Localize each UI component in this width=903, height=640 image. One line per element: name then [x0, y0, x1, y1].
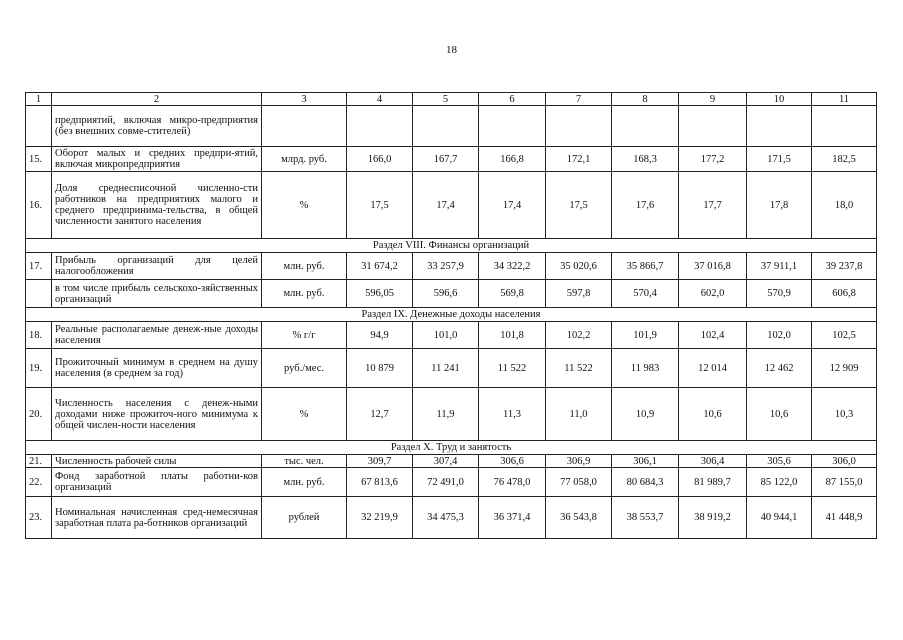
value-cell: 36 371,4: [479, 497, 546, 539]
value-cell: 35 020,6: [546, 253, 612, 280]
value-cell: 102,4: [679, 322, 747, 349]
unit-cell: млн. руб.: [262, 280, 347, 308]
value-cell: 168,3: [612, 147, 679, 172]
value-cell: 167,7: [413, 147, 479, 172]
value-cell: 38 553,7: [612, 497, 679, 539]
unit-cell: %: [262, 388, 347, 441]
value-cell: 102,5: [812, 322, 877, 349]
row-number: 17.: [26, 253, 52, 280]
row-number: 21.: [26, 455, 52, 468]
value-cell: 10,9: [612, 388, 679, 441]
row-number: [26, 280, 52, 308]
value-cell: 305,6: [747, 455, 812, 468]
value-cell: 18,0: [812, 172, 877, 239]
table-row: [26, 147, 877, 172]
value-cell: 306,6: [479, 455, 546, 468]
value-cell: 10 879: [347, 349, 413, 388]
indicator-label: Численность населения с денеж-ными доходами ниже прожиточ-ного минимума к общей числен-ности населения: [52, 388, 262, 441]
value-cell: 10,6: [679, 388, 747, 441]
value-cell: [612, 106, 679, 147]
unit-cell: руб./мес.: [262, 349, 347, 388]
value-cell: 31 674,2: [347, 253, 413, 280]
value-cell: 77 058,0: [546, 468, 612, 497]
row-number: 15.: [26, 147, 52, 172]
value-cell: 17,4: [479, 172, 546, 239]
value-cell: 39 237,8: [812, 253, 877, 280]
value-cell: 81 989,7: [679, 468, 747, 497]
value-cell: 306,0: [812, 455, 877, 468]
value-cell: 35 866,7: [612, 253, 679, 280]
row-number: [26, 106, 52, 147]
row-number: 16.: [26, 172, 52, 239]
value-cell: [679, 106, 747, 147]
value-cell: 102,2: [546, 322, 612, 349]
unit-cell: тыс. чел.: [262, 455, 347, 468]
value-cell: 17,6: [612, 172, 679, 239]
section-row: [26, 441, 877, 455]
indicator-label: в том числе прибыль сельскохо-зяйственных организаций: [52, 280, 262, 308]
table-row: [26, 253, 877, 280]
value-cell: 606,8: [812, 280, 877, 308]
row-number: 23.: [26, 497, 52, 539]
value-cell: 309,7: [347, 455, 413, 468]
table-row: [26, 497, 877, 539]
row-number: 18.: [26, 322, 52, 349]
indicator-table: [25, 92, 877, 539]
value-cell: 172,1: [546, 147, 612, 172]
table-row: [26, 322, 877, 349]
value-cell: [347, 106, 413, 147]
unit-cell: [262, 106, 347, 147]
table-row: [26, 468, 877, 497]
value-cell: 12 909: [812, 349, 877, 388]
value-cell: 602,0: [679, 280, 747, 308]
value-cell: 182,5: [812, 147, 877, 172]
value-cell: 102,0: [747, 322, 812, 349]
section-title: Раздел VIII. Финансы организаций: [26, 239, 877, 253]
value-cell: 80 684,3: [612, 468, 679, 497]
value-cell: [413, 106, 479, 147]
value-cell: 33 257,9: [413, 253, 479, 280]
value-cell: 41 448,9: [812, 497, 877, 539]
value-cell: 17,7: [679, 172, 747, 239]
value-cell: 40 944,1: [747, 497, 812, 539]
indicator-label: Оборот малых и средних предпри-ятий, включая микропредприятия: [52, 147, 262, 172]
column-header: 2: [52, 93, 262, 106]
value-cell: 11 983: [612, 349, 679, 388]
value-cell: 17,4: [413, 172, 479, 239]
value-cell: [546, 106, 612, 147]
value-cell: 306,1: [612, 455, 679, 468]
unit-cell: млн. руб.: [262, 468, 347, 497]
column-header: 1: [26, 93, 52, 106]
value-cell: 76 478,0: [479, 468, 546, 497]
section-row: [26, 308, 877, 322]
indicator-label: Фонд заработной платы работни-ков организаций: [52, 468, 262, 497]
column-header: 10: [747, 93, 812, 106]
value-cell: 37 016,8: [679, 253, 747, 280]
unit-cell: % г/г: [262, 322, 347, 349]
value-cell: 166,8: [479, 147, 546, 172]
value-cell: 37 911,1: [747, 253, 812, 280]
value-cell: 101,0: [413, 322, 479, 349]
unit-cell: млн. руб.: [262, 253, 347, 280]
value-cell: 11 522: [546, 349, 612, 388]
value-cell: 34 475,3: [413, 497, 479, 539]
value-cell: 17,8: [747, 172, 812, 239]
section-row: [26, 239, 877, 253]
value-cell: 72 491,0: [413, 468, 479, 497]
value-cell: 32 219,9: [347, 497, 413, 539]
value-cell: [479, 106, 546, 147]
value-cell: 85 122,0: [747, 468, 812, 497]
value-cell: 166,0: [347, 147, 413, 172]
value-cell: 11,3: [479, 388, 546, 441]
value-cell: 570,9: [747, 280, 812, 308]
value-cell: 307,4: [413, 455, 479, 468]
value-cell: 87 155,0: [812, 468, 877, 497]
value-cell: 12 462: [747, 349, 812, 388]
indicator-label: предприятий, включая микро-предприятия (без внешних совме-стителей): [52, 106, 262, 147]
value-cell: 10,6: [747, 388, 812, 441]
table-row: [26, 455, 877, 468]
value-cell: 597,8: [546, 280, 612, 308]
column-header: 11: [812, 93, 877, 106]
row-number: 19.: [26, 349, 52, 388]
column-header: 6: [479, 93, 546, 106]
section-title: Раздел X. Труд и занятость: [26, 441, 877, 455]
indicator-label: Номинальная начисленная сред-немесячная заработная плата ра-ботников организаций: [52, 497, 262, 539]
page-number: 18: [446, 44, 457, 56]
value-cell: 596,05: [347, 280, 413, 308]
value-cell: 11 241: [413, 349, 479, 388]
value-cell: 12 014: [679, 349, 747, 388]
table-row: [26, 280, 877, 308]
value-cell: 38 919,2: [679, 497, 747, 539]
value-cell: 101,8: [479, 322, 546, 349]
value-cell: [812, 106, 877, 147]
table-body: [26, 93, 877, 539]
indicator-label: Прибыль организаций для целей налогообложения: [52, 253, 262, 280]
table-row: [26, 388, 877, 441]
unit-cell: рублей: [262, 497, 347, 539]
unit-cell: млрд. руб.: [262, 147, 347, 172]
indicator-label: Доля среднесписочной численно-сти работников на предприятиях малого и среднего предпринима-тельства, в общей численности занятого населения: [52, 172, 262, 239]
row-number: 22.: [26, 468, 52, 497]
column-header: 3: [262, 93, 347, 106]
value-cell: 11,9: [413, 388, 479, 441]
value-cell: 306,4: [679, 455, 747, 468]
value-cell: 67 813,6: [347, 468, 413, 497]
value-cell: 171,5: [747, 147, 812, 172]
value-cell: 177,2: [679, 147, 747, 172]
column-header: 4: [347, 93, 413, 106]
value-cell: 12,7: [347, 388, 413, 441]
column-header: 5: [413, 93, 479, 106]
value-cell: 569,8: [479, 280, 546, 308]
value-cell: [747, 106, 812, 147]
indicator-label: Реальные располагаемые денеж-ные доходы населения: [52, 322, 262, 349]
row-number: 20.: [26, 388, 52, 441]
value-cell: 570,4: [612, 280, 679, 308]
column-header: 7: [546, 93, 612, 106]
header-row: [26, 93, 877, 106]
value-cell: 101,9: [612, 322, 679, 349]
value-cell: 10,3: [812, 388, 877, 441]
value-cell: 17,5: [546, 172, 612, 239]
table-row: [26, 172, 877, 239]
unit-cell: %: [262, 172, 347, 239]
column-header: 8: [612, 93, 679, 106]
value-cell: 11,0: [546, 388, 612, 441]
value-cell: 306,9: [546, 455, 612, 468]
table-row: [26, 106, 877, 147]
value-cell: 94,9: [347, 322, 413, 349]
indicator-label: Численность рабочей силы: [52, 455, 262, 468]
table-row: [26, 349, 877, 388]
value-cell: 36 543,8: [546, 497, 612, 539]
section-title: Раздел IX. Денежные доходы населения: [26, 308, 877, 322]
value-cell: 11 522: [479, 349, 546, 388]
value-cell: 17,5: [347, 172, 413, 239]
column-header: 9: [679, 93, 747, 106]
value-cell: 34 322,2: [479, 253, 546, 280]
value-cell: 596,6: [413, 280, 479, 308]
indicator-label: Прожиточный минимум в среднем на душу населения (в среднем за год): [52, 349, 262, 388]
